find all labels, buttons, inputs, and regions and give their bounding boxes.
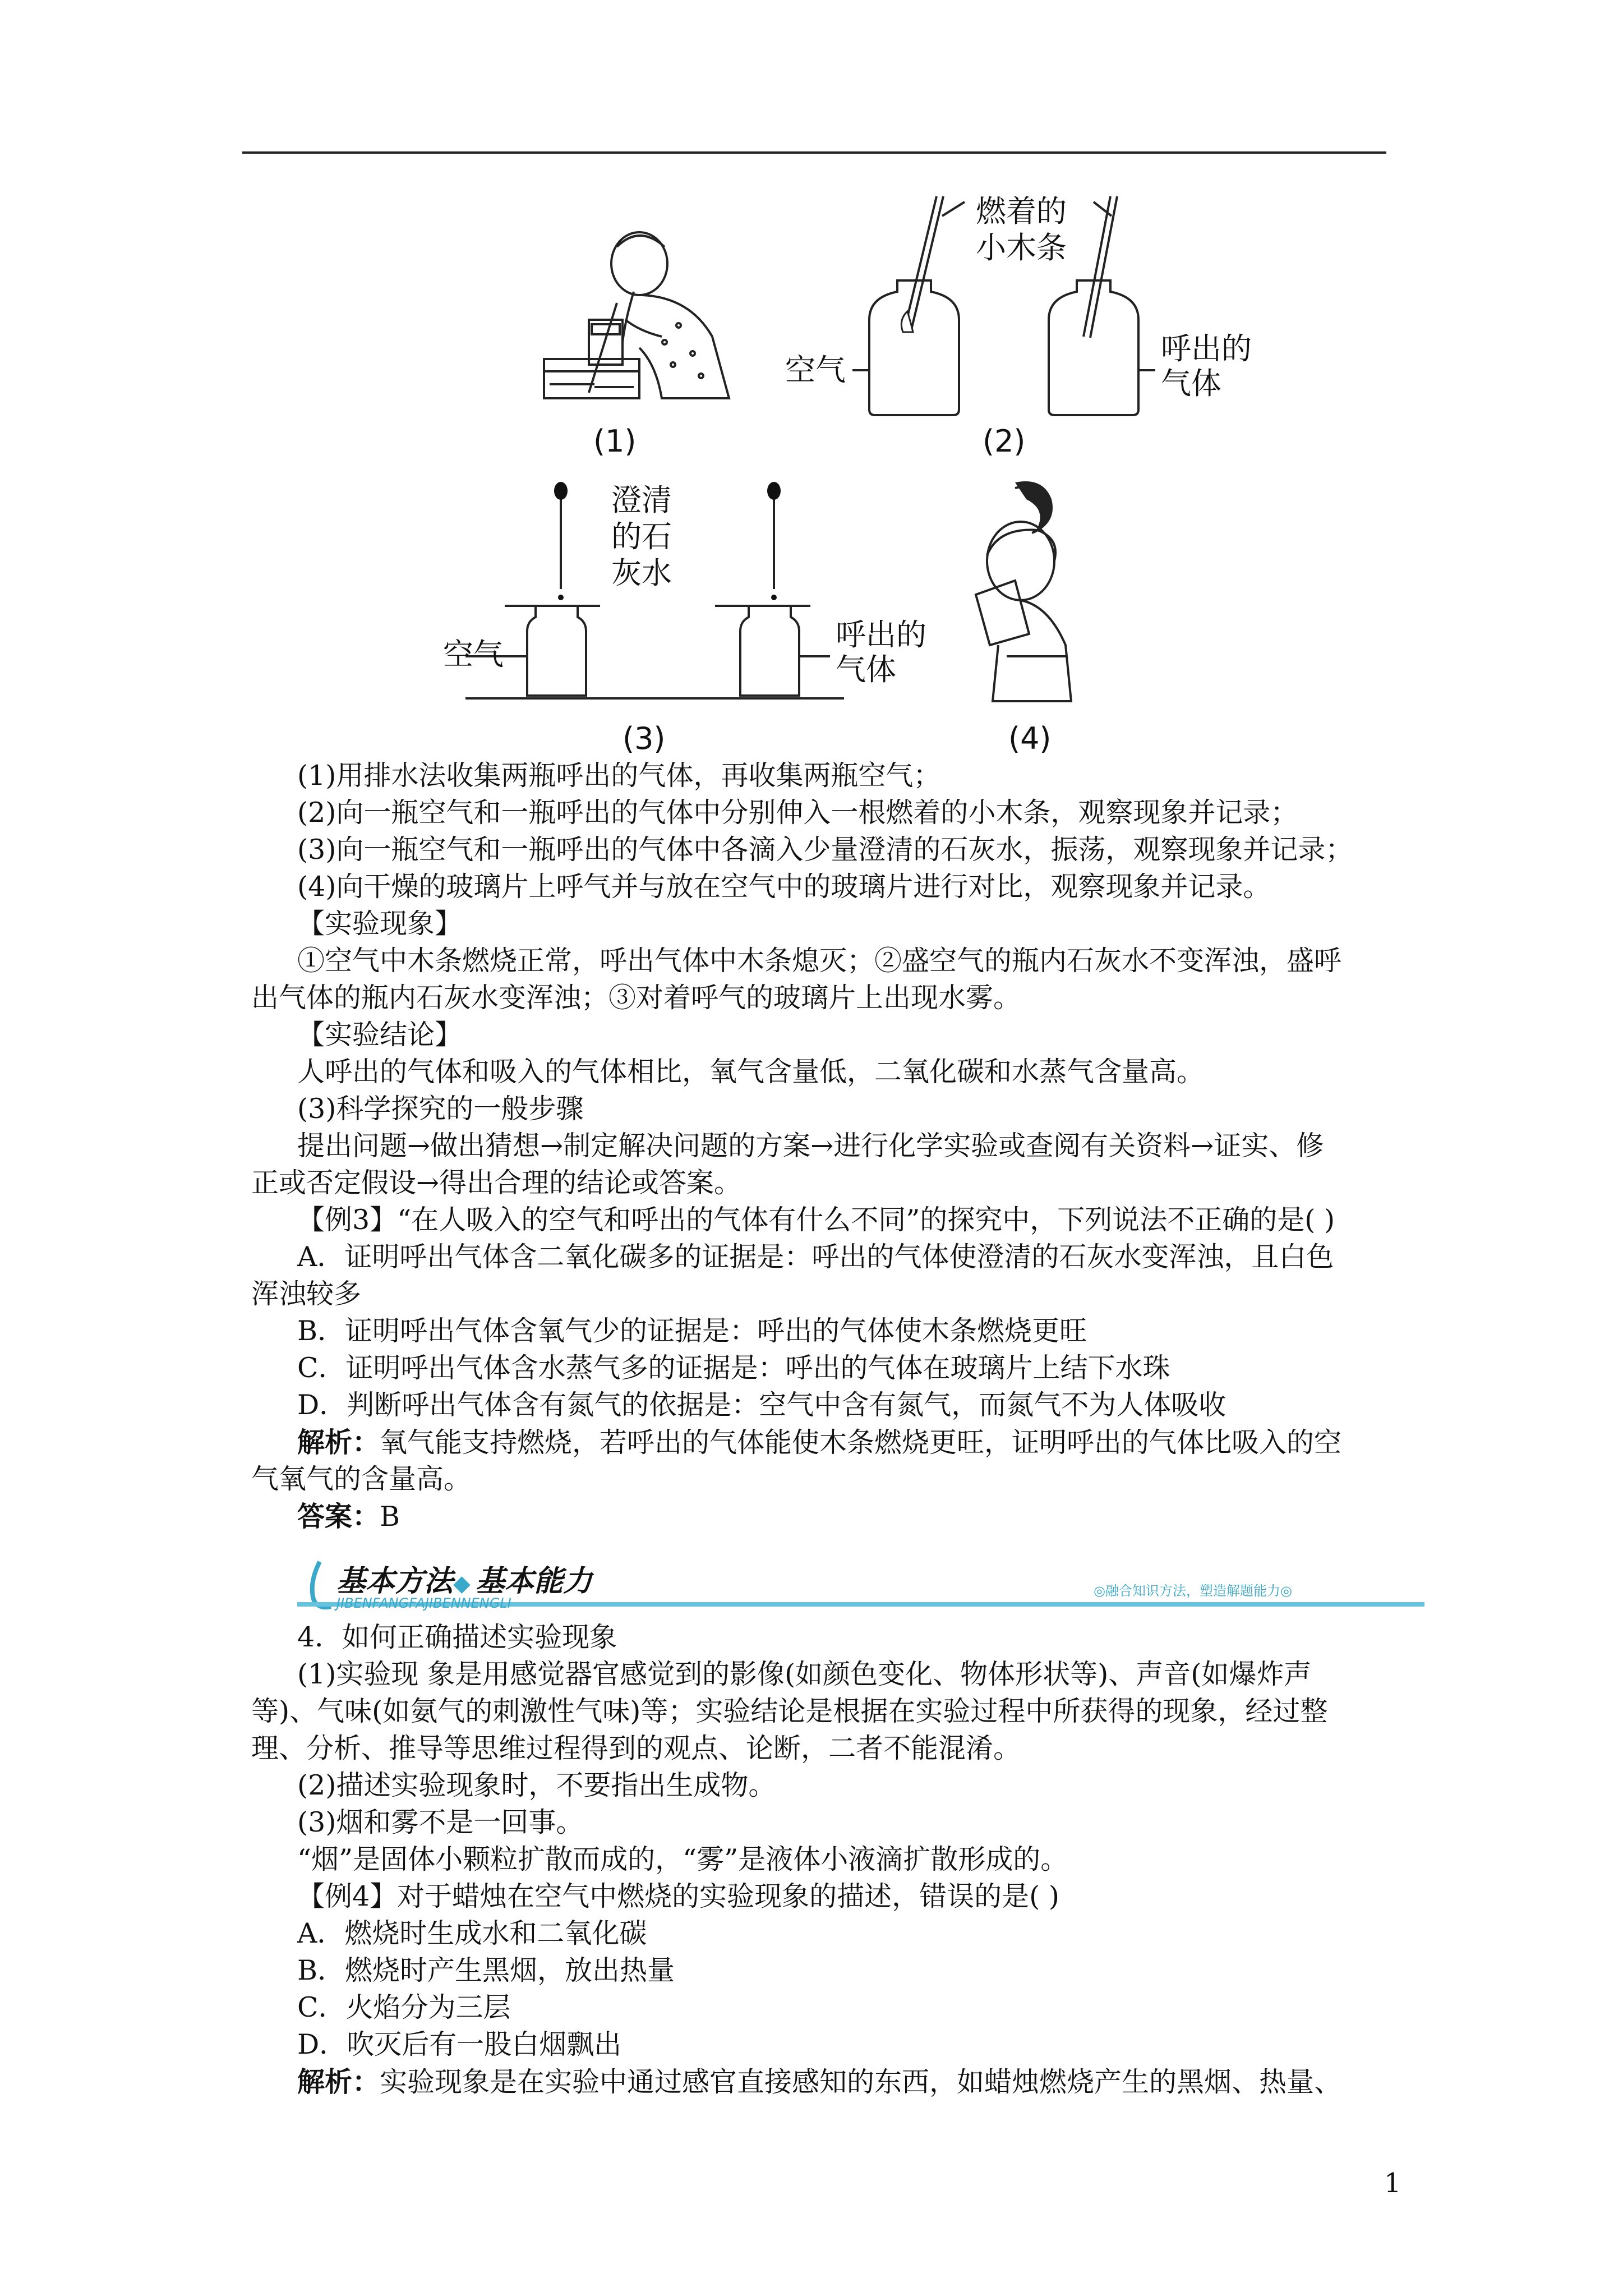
example-4-option-b: B．燃烧时产生黑烟，放出热量: [297, 1954, 675, 1986]
fig2-label-air: 空气: [785, 352, 846, 388]
example-3-option-c: C．证明呼出气体含水蒸气多的证据是：呼出的气体在玻璃片上结下水珠: [297, 1352, 1170, 1384]
answer-label: 答案：: [297, 1500, 380, 1533]
fig2-label-exhaled-2: 气体: [1161, 366, 1221, 401]
figure-1-exhaling-person: [527, 224, 763, 409]
step-3: (3)向一瓶空气和一瓶呼出的气体中各滴入少量澄清的石灰水，振荡，观察现象并记录；: [297, 834, 1353, 866]
analysis-4-text: 实验现象是在实验中通过感官直接感知的东西，如蜡烛燃烧产生的黑烟、热量、: [380, 2066, 1342, 2098]
example-3-option-a: A．证明呼出气体含二氧化碳多的证据是：呼出的气体使澄清的石灰水变浑浊，且白色: [297, 1241, 1334, 1273]
figure-2-burning-splint: [774, 185, 1252, 426]
banner-pinyin: JIBENFANGFAJIBENNENGLI: [336, 1595, 511, 1611]
example-3-answer: [297, 1498, 400, 1535]
figure-2-caption: (2): [983, 424, 1026, 459]
heading-steps: (3)科学探究的一般步骤: [297, 1093, 584, 1125]
point-1-cont-2: 理、分析、推导等思维过程得到的观点、论断，二者不能混淆。: [251, 1732, 1021, 1764]
fig3-label-2: 的石: [611, 519, 672, 554]
fig2-label-splint-2: 小木条: [976, 230, 1067, 265]
phenomena-text-cont: 出气体的瓶内石灰水变浑浊；③对着呼气的玻璃片上出现水雾。: [251, 982, 1021, 1014]
example-4-analysis: [297, 2063, 1341, 2101]
banner-title-1: 基本方法: [336, 1565, 454, 1598]
heading-conclusion: 【实验结论】: [297, 1019, 463, 1051]
point-2: (2)描述实验现象时，不要指出生成物。: [297, 1769, 776, 1801]
section-4-title: 4．如何正确描述实验现象: [297, 1621, 617, 1653]
fig2-label-splint: 燃着的: [976, 194, 1067, 229]
example-3-option-d: D．判断呼出气体含有氮气的依据是：空气中含有氮气，而氮气不为人体吸收: [297, 1389, 1227, 1421]
steps-text: 提出问题→做出猜想→制定解决问题的方案→进行化学实验或查阅有关资料→证实、修: [297, 1130, 1324, 1162]
analysis-text: 氧气能支持燃烧，若呼出的气体能使木条燃烧更旺，证明呼出的气体比吸入的空: [380, 1427, 1342, 1458]
fig3-label-3: 灰水: [611, 555, 672, 591]
fig3-label-air: 空气: [443, 637, 504, 672]
step-1: (1)用排水法收集两瓶呼出的气体，再收集两瓶空气；: [297, 760, 941, 792]
example-4-option-c: C．火焰分为三层: [297, 1991, 511, 2023]
banner-title-2: 基本能力: [476, 1565, 593, 1598]
limewater-dropper-illustration: [443, 477, 925, 707]
figure-1-caption: (1): [593, 424, 637, 459]
page-number: 1: [1384, 2168, 1401, 2199]
banner-graphic: [297, 1556, 1424, 1612]
figure-3-limewater: [443, 477, 925, 707]
conclusion-text: 人呼出的气体和吸入的气体相比，氧气含量低，二氧化碳和水蒸气含量高。: [297, 1056, 1205, 1088]
analysis-4-label: 解析：: [297, 2065, 380, 2098]
example-3-option-a-cont: 浑浊较多: [251, 1278, 362, 1310]
example-4-question: 【例4】对于蜡烛在空气中燃烧的实验现象的描述，错误的是( ): [297, 1880, 1059, 1912]
point-1: (1)实验现 象是用感觉器官感觉到的影像(如颜色变化、物体形状等)、声音(如爆炸声: [297, 1658, 1312, 1690]
steps-text-cont: 正或否定假设→得出合理的结论或答案。: [251, 1167, 742, 1199]
point-3: (3)烟和雾不是一回事。: [297, 1806, 584, 1838]
person-exhaling-illustration: [527, 224, 763, 409]
section-banner: [297, 1556, 1424, 1612]
analysis-label: 解析：: [297, 1426, 380, 1458]
figure-4-breathing-on-glass: [953, 477, 1099, 712]
phenomena-text: ①空气中木条燃烧正常，呼出气体中木条熄灭；②盛空气的瓶内石灰水不变浑浊，盛呼: [297, 945, 1342, 977]
example-4-option-d: D．吹灭后有一股白烟飘出: [297, 2028, 622, 2060]
example-3-option-b: B．证明呼出气体含氧气少的证据是：呼出的气体使木条燃烧更旺: [297, 1315, 1087, 1347]
fig2-label-exhaled: 呼出的: [1161, 331, 1252, 366]
point-1-cont: 等)、气味(如氨气的刺激性气味)等；实验结论是根据在实验过程中所获得的现象，经过整: [251, 1695, 1328, 1727]
step-2: (2)向一瓶空气和一瓶呼出的气体中分别伸入一根燃着的小木条，观察现象并记录；: [297, 797, 1298, 829]
fig3-label-1: 澄清: [611, 482, 672, 518]
figure-3-caption: (3): [623, 721, 666, 756]
fig3-label-exhaled: 呼出的: [836, 617, 926, 652]
banner-slogan: ◎融合知识方法，塑造解题能力◎: [1094, 1583, 1292, 1599]
banner-separator-icon: ◆: [453, 1571, 471, 1596]
heading-phenomena: 【实验现象】: [297, 908, 463, 940]
header-rule: [242, 151, 1386, 154]
step-4: (4)向干燥的玻璃片上呼气并与放在空气中的玻璃片进行对比，观察现象并记录。: [297, 871, 1271, 903]
girl-with-glass-illustration: [953, 477, 1099, 712]
example-3-analysis-cont: 气氧气的含量高。: [251, 1463, 472, 1495]
burning-splint-bottles-illustration: [774, 185, 1252, 426]
example-3-question: 【例3】“在人吸入的空气和呼出的气体有什么不同”的探究中，下列说法不正确的是( ): [297, 1204, 1335, 1236]
example-3-analysis: [297, 1424, 1341, 1461]
smoke-fog-text: “烟”是固体小颗粒扩散而成的，“雾”是液体小液滴扩散形成的。: [297, 1843, 1068, 1875]
figure-4-caption: (4): [1008, 721, 1052, 756]
answer-value: B: [380, 1501, 400, 1533]
example-4-option-a: A．燃烧时生成水和二氧化碳: [297, 1917, 647, 1949]
fig3-label-exhaled-2: 气体: [836, 652, 896, 687]
